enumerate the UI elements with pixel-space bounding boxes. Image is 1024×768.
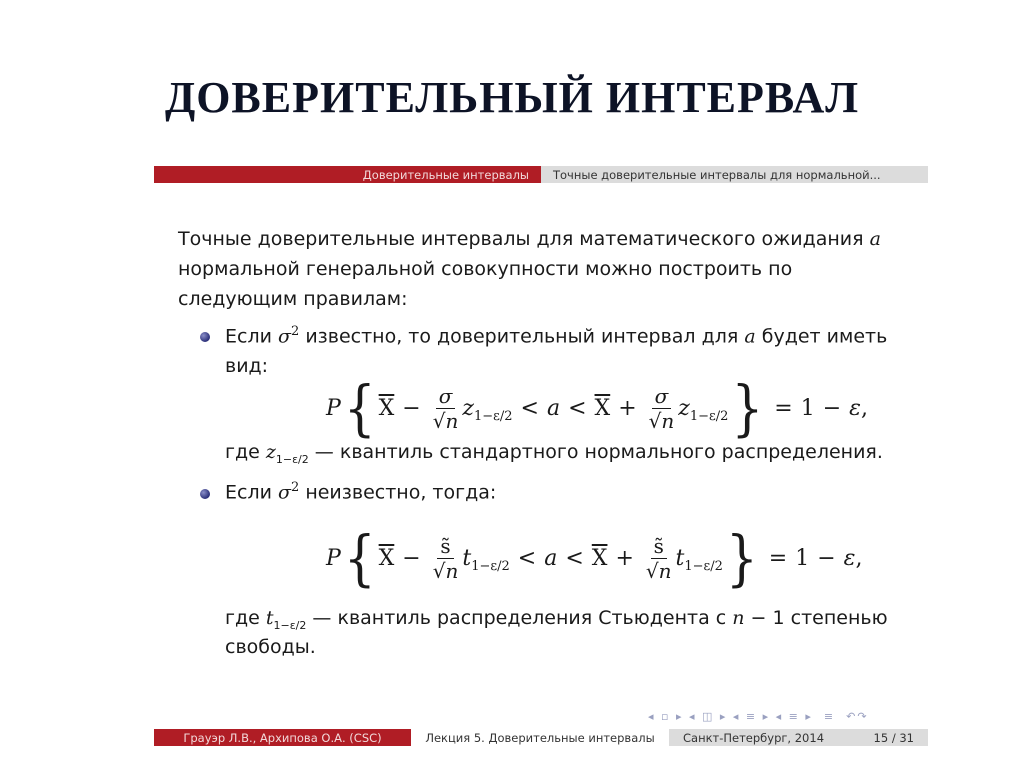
bullet-1-line-2: вид:: [225, 355, 269, 377]
footer-lecture: Лекция 5. Доверительные интервалы: [411, 729, 669, 746]
footer-info: [669, 729, 928, 746]
intro-paragraph: [178, 224, 918, 314]
beamer-nav-icons[interactable]: ◂ ▫ ▸ ◂ ◫ ▸ ◂ ≡ ▸ ◂ ≡ ▸ ≡ ↶↷: [648, 710, 869, 723]
formula-unknown-variance: P { $\overline{X}$ − $\frac{s̃}{√n}$ t 1−ε/2 < a < $\overline{X}$ + $\frac{s̃}{√n}$ t 1−ε/2 } = 1 − ε ,: [326, 523, 863, 593]
intro-line-3: следующим правилам:: [178, 288, 408, 310]
header-bar: [154, 166, 928, 183]
bullet-icon: [200, 489, 210, 499]
intro-line-1: Точные доверительные интервалы для математического ожидания: [178, 228, 864, 250]
bullet-1-where: где $z_{1-\varepsilon/2}$ — квантиль стандартного нормального распределения.: [225, 441, 883, 466]
footer-bar: [154, 729, 928, 746]
formula-known-variance: P { $\overline{X}$ − $\frac{\sigma}{√n}$ z 1−ε/2 < a < $\overline{X}$ + $\frac{\sigma}{√n}$ z 1−ε/2 } = 1 − ε ,: [326, 373, 868, 443]
header-subsection[interactable]: Точные доверительные интервалы для нормальной...: [541, 166, 928, 183]
footer-place: Санкт-Петербург, 2014: [683, 730, 825, 745]
bullet-2-where-line-2: свободы.: [225, 636, 316, 658]
bullet-1-line-1: Если $\sigma^2$ известно, то доверительный интервал для a будет иметь: [225, 324, 888, 348]
intro-line-2: нормальной генеральной совокупности можно построить по: [178, 258, 793, 280]
header-section[interactable]: Доверительные интервалы: [154, 166, 541, 183]
footer-authors: Грауэр Л.В., Архипова О.А. (CSC): [154, 729, 411, 746]
bullet-icon: [200, 332, 210, 342]
bullet-2-where-line-1: где $t_{1-\varepsilon/2}$ — квантиль распределения Стьюдента с n − 1 степенью: [225, 607, 888, 632]
bullet-2-line-1: Если $\sigma^2$ неизвестно, тогда:: [225, 480, 497, 504]
slide-title: ДОВЕРИТЕЛЬНЫЙ ИНТЕРВАЛ: [164, 73, 860, 122]
footer-page: 15 / 31: [873, 730, 914, 745]
intro-var: a: [869, 228, 881, 250]
